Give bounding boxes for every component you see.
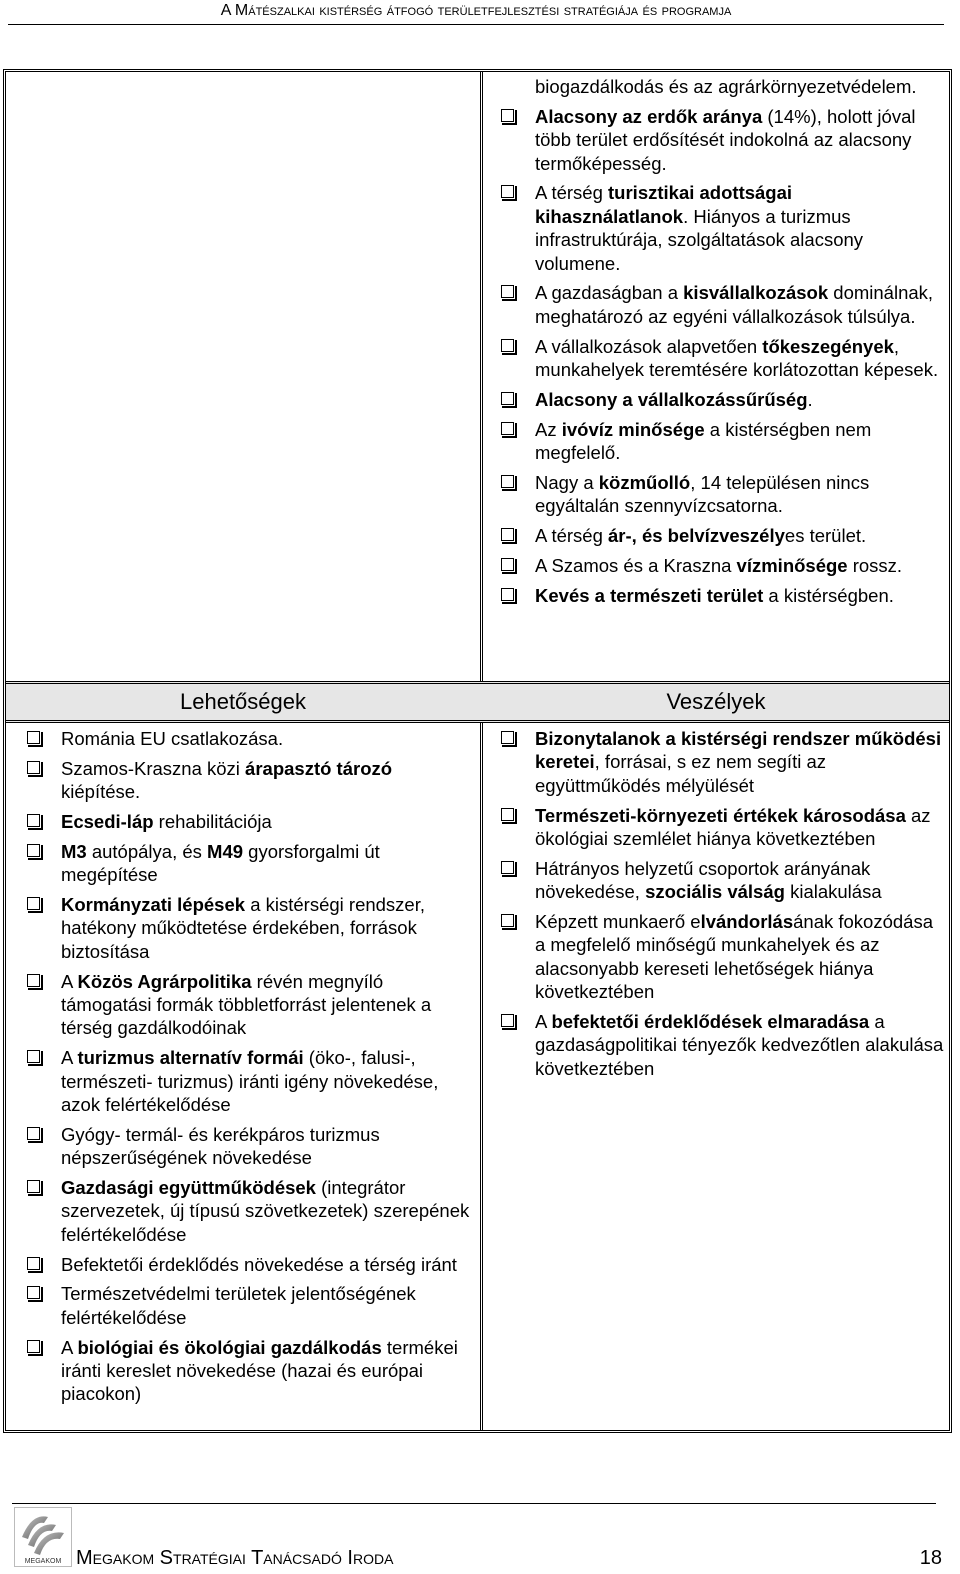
checkbox-bullet-icon bbox=[27, 1180, 40, 1193]
checkbox-bullet-icon bbox=[501, 185, 514, 198]
opportunity-item: A turizmus alternatív formái (öko-, falusi-, természeti- turizmus) iránti igény növekedése, azok felértékelődése bbox=[15, 1046, 470, 1116]
checkbox-bullet-icon bbox=[501, 392, 514, 405]
page-number: 18 bbox=[919, 1547, 942, 1569]
header-title: A Mátészalkai kistérség átfogó területfejlesztési stratégiája és programja bbox=[220, 2, 732, 19]
footer-organization: Megakom Stratégiai Tanácsadó Iroda bbox=[76, 1547, 394, 1569]
threats-list bbox=[489, 727, 944, 1087]
threat-item: Képzett munkaerő elvándorlásának fokozódása a megfelelő minőségű munkahelyek és az alacsonyabb kereseti lehetőségek hiánya következtében bbox=[489, 910, 944, 1004]
checkbox-bullet-icon bbox=[27, 844, 40, 857]
svg-text:MEGAKOM: MEGAKOM bbox=[24, 1558, 62, 1565]
checkbox-bullet-icon bbox=[27, 731, 40, 744]
opportunity-item: Ecsedi-láp rehabilitációja bbox=[15, 810, 470, 833]
weakness-item: A térség turisztikai adottságai kihasználatlanok. Hiányos a turizmus infrastruktúrája, szolgáltatások alacsony volumene. bbox=[489, 181, 944, 275]
checkbox-bullet-icon bbox=[501, 914, 514, 927]
checkbox-bullet-icon bbox=[27, 814, 40, 827]
opportunity-item: Gazdasági együttműködések (integrátor szervezetek, új típusú szövetkezetek) szerepének felértékelődése bbox=[15, 1176, 470, 1246]
footer-rule bbox=[12, 1503, 936, 1504]
checkbox-bullet-icon bbox=[501, 861, 514, 874]
checkbox-bullet-icon bbox=[27, 1340, 40, 1353]
checkbox-bullet-icon bbox=[27, 1286, 40, 1299]
page-header bbox=[8, 0, 944, 25]
threat-item: Hátrányos helyzetű csoportok arányának növekedése, szociális válság kialakulása bbox=[489, 857, 944, 904]
checkbox-bullet-icon bbox=[501, 808, 514, 821]
checkbox-bullet-icon bbox=[501, 731, 514, 744]
threat-item: A befektetői érdeklődések elmaradása a gazdaságpolitikai tényezők kedvezőtlen alakulása következtében bbox=[489, 1010, 944, 1080]
checkbox-bullet-icon bbox=[27, 761, 40, 774]
checkbox-bullet-icon bbox=[27, 1257, 40, 1270]
weakness-item: A Szamos és a Kraszna vízminősége rossz. bbox=[489, 554, 944, 577]
checkbox-bullet-icon bbox=[501, 558, 514, 571]
weakness-item: Alacsony az erdők aránya (14%), holott jóval több terület erdősítését indokolná az alacsony termőképesség. bbox=[489, 105, 944, 175]
opportunity-item: A biológiai és ökológiai gazdálkodás termékei iránti kereslet növekedése (hazai és európai piacokon) bbox=[15, 1336, 470, 1406]
opportunity-item: M3 autópálya, és M49 gyorsforgalmi út megépítése bbox=[15, 840, 470, 887]
megakom-logo-icon bbox=[14, 1507, 72, 1567]
opportunity-item: Természetvédelmi területek jelentőségének felértékelődése bbox=[15, 1282, 470, 1329]
checkbox-bullet-icon bbox=[27, 897, 40, 910]
checkbox-bullet-icon bbox=[501, 588, 514, 601]
column-divider bbox=[480, 72, 483, 1430]
checkbox-bullet-icon bbox=[27, 1127, 40, 1140]
checkbox-bullet-icon bbox=[501, 285, 514, 298]
weakness-item: A térség ár-, és belvízveszélyes terület. bbox=[489, 524, 944, 547]
opportunity-item: Románia EU csatlakozása. bbox=[15, 727, 470, 750]
threat-item: Bizonytalanok a kistérségi rendszer működési keretei, forrásai, s ez nem segíti az együttműködés mélyülését bbox=[489, 727, 944, 797]
checkbox-bullet-icon bbox=[501, 1014, 514, 1027]
heading-opportunities: Lehetőségek bbox=[180, 689, 306, 714]
threat-item: Természeti-környezeti értékek károsodása az ökológiai szemlélet hiánya következtében bbox=[489, 804, 944, 851]
opportunity-item: A Közös Agrárpolitika révén megnyíló támogatási formák többletforrást jelentenek a térség gazdálkodóinak bbox=[15, 970, 470, 1040]
checkbox-bullet-icon bbox=[501, 109, 514, 122]
checkbox-bullet-icon bbox=[501, 475, 514, 488]
checkbox-bullet-icon bbox=[27, 1050, 40, 1063]
heading-row bbox=[6, 681, 949, 723]
checkbox-bullet-icon bbox=[501, 339, 514, 352]
weakness-item: A gazdaságban a kisvállalkozások dominálnak, meghatározó az egyéni vállalkozások túlsúlya. bbox=[489, 281, 944, 328]
weakness-item: Kevés a természeti terület a kistérségben. bbox=[489, 584, 944, 607]
opportunity-item: Kormányzati lépések a kistérségi rendszer, hatékony működtetése érdekében, források biztosítása bbox=[15, 893, 470, 963]
opportunity-item: Gyógy- termál- és kerékpáros turizmus népszerűségének növekedése bbox=[15, 1123, 470, 1170]
checkbox-bullet-icon bbox=[501, 528, 514, 541]
checkbox-bullet-icon bbox=[501, 422, 514, 435]
weakness-item: biogazdálkodás és az agrárkörnyezetvédelem. bbox=[535, 76, 917, 97]
weakness-item: A vállalkozások alapvetően tőkeszegények, munkahelyek teremtésére korlátozottan képesek. bbox=[489, 335, 944, 382]
checkbox-bullet-icon bbox=[27, 974, 40, 987]
opportunity-item: Szamos-Kraszna közi árapasztó tározó kiépítése. bbox=[15, 757, 470, 804]
swot-table bbox=[3, 69, 952, 1433]
weakness-item: Az ivóvíz minősége a kistérségben nem megfelelő. bbox=[489, 418, 944, 465]
weaknesses-list-continued bbox=[489, 75, 944, 613]
weakness-item: Alacsony a vállalkozássűrűség. bbox=[489, 388, 944, 411]
heading-threats: Veszélyek bbox=[666, 689, 766, 714]
opportunity-item: Befektetői érdeklődés növekedése a térség iránt bbox=[15, 1253, 470, 1276]
weakness-item: Nagy a közműolló, 14 településen nincs egyáltalán szennyvízcsatorna. bbox=[489, 471, 944, 518]
opportunities-list bbox=[15, 727, 470, 1412]
